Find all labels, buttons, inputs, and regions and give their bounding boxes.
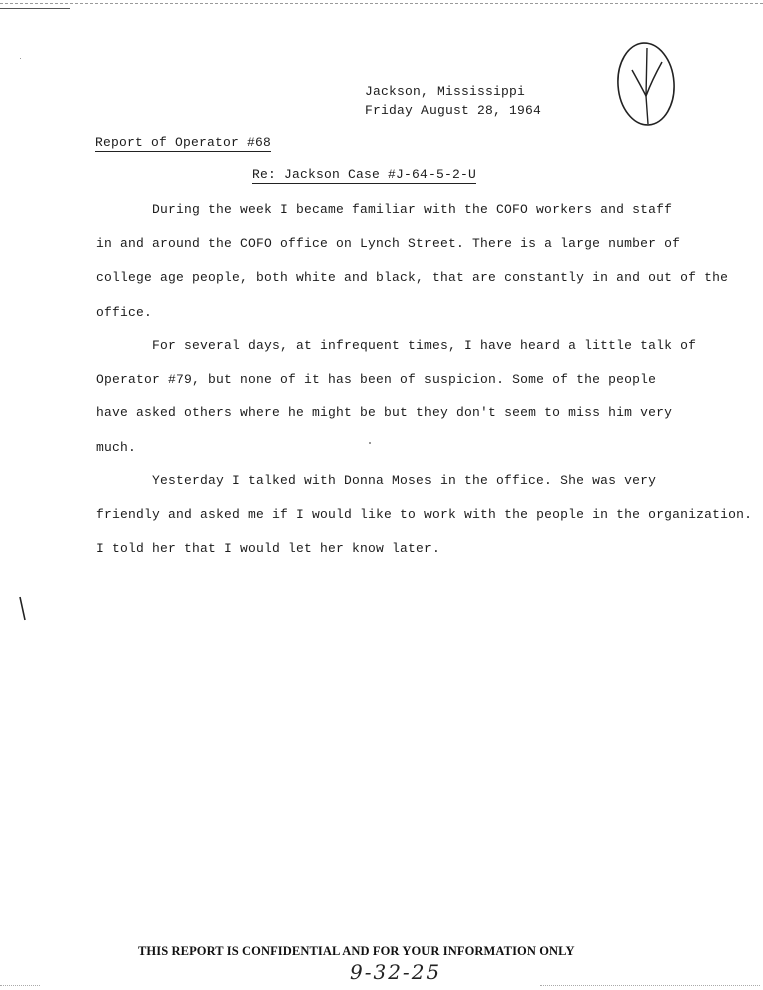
body-line: much. (96, 440, 137, 455)
body-line: have asked others where he might be but they don't seem to miss him very (96, 405, 673, 420)
dateline-place: Jackson, Mississippi (365, 84, 526, 99)
body-line: Operator #79, but none of it has been of suspicion. Some of the people (96, 372, 657, 387)
scan-speck (20, 58, 21, 59)
report-title: Report of Operator #68 (95, 135, 272, 150)
body-line: friendly and asked me if I would like to work with the people in the organization. (96, 507, 753, 522)
body-line: I told her that I would let her know later. (96, 541, 441, 556)
handwritten-initials-stamp (612, 40, 680, 128)
dateline-date: Friday August 28, 1964 (365, 103, 542, 118)
margin-tick-mark (18, 596, 28, 622)
scan-speck (369, 442, 371, 444)
case-reference: Re: Jackson Case #J-64-5-2-U (252, 167, 477, 182)
bottom-edge-dots (0, 985, 40, 986)
handwritten-file-number: 9-32-25 (350, 960, 442, 984)
bottom-edge-dots (540, 985, 760, 986)
body-line: During the week I became familiar with the COFO workers and staff (152, 202, 673, 217)
confidential-notice: THIS REPORT IS CONFIDENTIAL AND FOR YOUR INFORMATION ONLY (138, 944, 575, 958)
dateline (365, 82, 541, 120)
page-left-mark (0, 8, 70, 9)
body-line: Yesterday I talked with Donna Moses in the office. She was very (152, 473, 657, 488)
page-top-edge (0, 3, 763, 4)
body-line: college age people, both white and black, that are constantly in and out of the (96, 270, 729, 285)
body-line: in and around the COFO office on Lynch Street. There is a large number of (96, 236, 681, 251)
body-line: office. (96, 305, 153, 320)
body-line: For several days, at infrequent times, I have heard a little talk of (152, 338, 697, 353)
